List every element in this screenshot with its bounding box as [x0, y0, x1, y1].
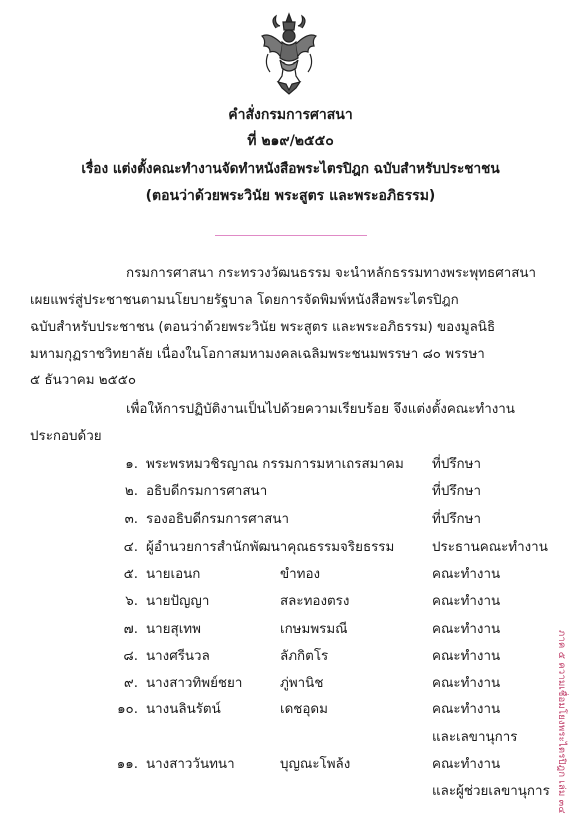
member-name: รองอธิบดีกรมการศาสนา	[146, 512, 289, 527]
member-row	[0, 510, 581, 536]
paragraph-line: ประกอบด้วย	[30, 429, 102, 444]
member-surname: บุญณะโพล้ง	[280, 757, 351, 772]
member-row	[0, 565, 581, 591]
member-surname: สละทองตรง	[280, 594, 350, 609]
paragraph-line: มหามกุฏราชวิทยาลัย เนื่องในโอกาสมหามงคลเฉลิมพระชนมพรรษา ๘๐ พรรษา	[30, 347, 485, 362]
member-row	[0, 620, 581, 646]
member-name: นายปัญญา	[146, 594, 210, 609]
member-number: ๔.	[123, 540, 138, 555]
member-role: คณะทำงาน	[432, 757, 501, 772]
member-role: ที่ปรึกษา	[432, 512, 481, 527]
member-surname: ลัภกิตโร	[280, 649, 329, 664]
member-role: คณะทำงาน	[432, 649, 501, 664]
member-row	[0, 674, 581, 700]
divider-line	[215, 235, 367, 236]
order-title: คำสั่งกรมการศาสนา	[228, 107, 353, 123]
member-number: ๑๐.	[117, 702, 138, 717]
member-row	[0, 647, 581, 673]
paragraph-line: ฉบับสำหรับประชาชน (ตอนว่าด้วยพระวินัย พระสูตร และพระอภิธรรม) ของมูลนิธิ	[30, 320, 496, 335]
member-role: ที่ปรึกษา	[432, 457, 481, 472]
member-number: ๑๑.	[116, 757, 138, 772]
paragraph-line: เพื่อให้การปฏิบัติงานเป็นไปด้วยความเรียบร้อย จึงแต่งตั้งคณะทำงาน	[126, 402, 515, 417]
member-role: คณะทำงาน	[432, 622, 501, 637]
member-row	[0, 482, 581, 508]
member-name: นายเอนก	[146, 567, 201, 582]
member-number: ๑.	[125, 457, 138, 472]
member-name: นางศรีนวล	[146, 649, 210, 664]
member-role: คณะทำงาน	[432, 702, 501, 717]
side-note-text: ภาค ๕ ความเชื่อมโยงพระไตรปิฎก เล่ม ๓๔	[556, 630, 567, 814]
member-role-continuation: และเลขานุการ	[432, 730, 518, 745]
member-name: นางสาววันทนา	[146, 757, 235, 772]
side-margin-note	[548, 630, 576, 815]
member-row	[0, 455, 581, 481]
member-number: ๕.	[123, 567, 138, 582]
member-surname: เกษมพรมณี	[280, 622, 348, 637]
member-role: ประธานคณะทำงาน	[432, 540, 548, 555]
order-number: ที่ ๒๑๙/๒๕๕๐	[247, 133, 334, 149]
member-row	[0, 700, 581, 726]
member-number: ๓.	[124, 512, 138, 527]
paragraph-line: กรมการศาสนา กระทรวงวัฒนธรรม จะนำหลักธรรมทางพระพุทธศาสนา	[126, 266, 537, 281]
member-row	[0, 538, 581, 564]
order-subject-detail: (ตอนว่าด้วยพระวินัย พระสูตร และพระอภิธรรม)	[145, 188, 436, 204]
member-number: ๙.	[123, 676, 138, 691]
order-subject: เรื่อง แต่งตั้งคณะทำงานจัดทำหนังสือพระไตรปิฎก ฉบับสำหรับประชาชน	[81, 161, 500, 177]
member-role: คณะทำงาน	[432, 676, 501, 691]
member-name: อธิบดีกรมการศาสนา	[146, 484, 268, 499]
garuda-emblem-icon	[256, 10, 322, 96]
member-role: คณะทำงาน	[432, 594, 501, 609]
paragraph-line: ๕ ธันวาคม ๒๕๕๐	[30, 373, 137, 388]
member-number: ๘.	[123, 649, 138, 664]
member-number: ๒.	[124, 484, 138, 499]
paragraph-line: เผยแพร่สู่ประชาชนตามนโยบายรัฐบาล โดยการจัดพิมพ์หนังสือพระไตรปิฎก	[30, 293, 459, 308]
member-number: ๖.	[125, 594, 138, 609]
member-surname: ขำทอง	[280, 567, 321, 582]
member-surname: ภู่พานิช	[280, 676, 324, 691]
member-name: นางนลินรัตน์	[146, 702, 221, 717]
member-name: นายสุเทพ	[146, 622, 201, 637]
member-role: ที่ปรึกษา	[432, 484, 481, 499]
member-name: พระพรหมวชิรญาณ กรรมการมหาเถรสมาคม	[146, 457, 404, 472]
member-row	[0, 592, 581, 618]
member-name: ผู้อำนวยการสำนักพัฒนาคุณธรรมจริยธรรม	[146, 540, 395, 555]
member-role-continuation: และผู้ช่วยเลขานุการ	[432, 784, 550, 799]
member-name: นางสาวทิพย์ชยา	[146, 676, 243, 691]
member-surname: เดชอุดม	[280, 702, 328, 717]
member-role: คณะทำงาน	[432, 567, 501, 582]
member-number: ๗.	[123, 622, 138, 637]
member-row	[0, 755, 581, 781]
